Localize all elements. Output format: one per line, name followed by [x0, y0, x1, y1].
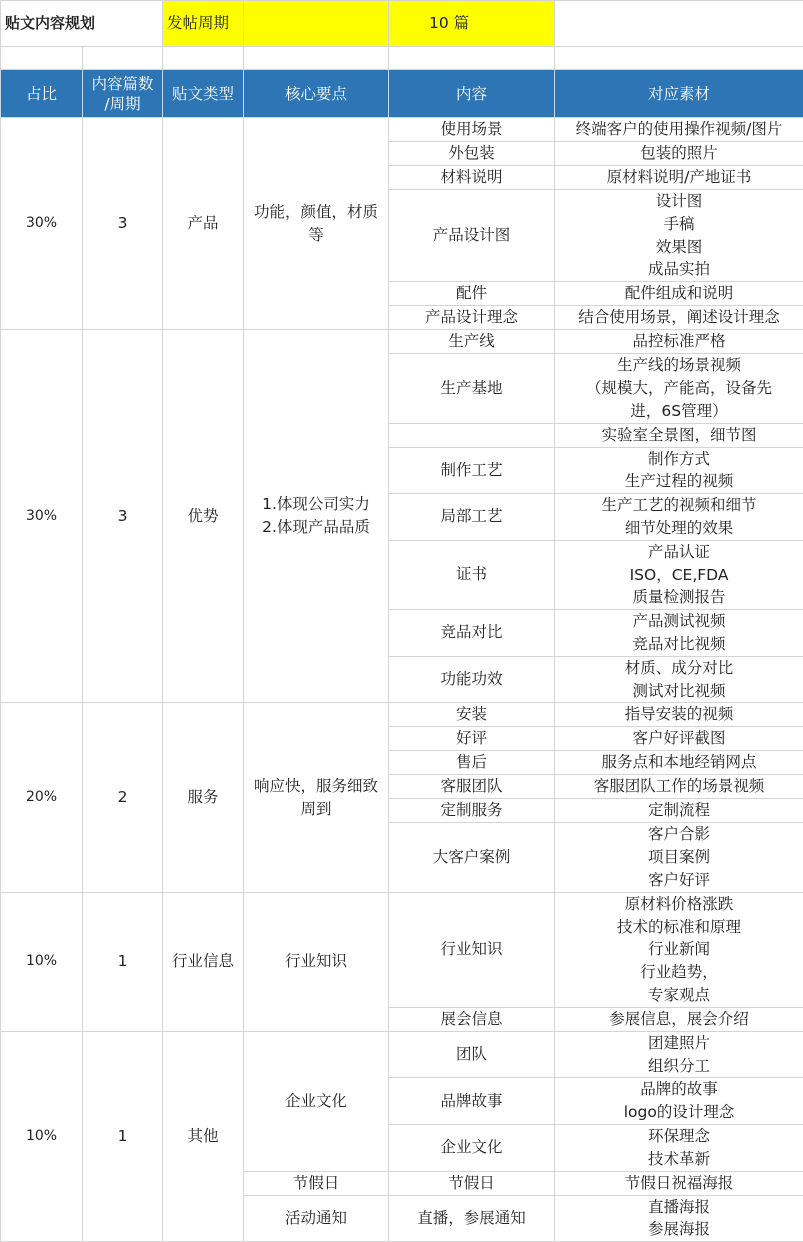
points-line: 2.体现产品品质 [246, 516, 386, 539]
header-row [1, 70, 803, 118]
points-cell[interactable]: 功能，颜值，材质等 [244, 118, 389, 330]
material-cell[interactable]: 客服团队工作的场景视频 [555, 775, 803, 799]
content-cell[interactable]: 功能功效 [389, 656, 555, 703]
material-line: 设计图 [557, 190, 801, 213]
empty-cell[interactable] [555, 47, 803, 70]
ratio-cell[interactable]: 30% [1, 118, 83, 330]
content-cell[interactable]: 证书 [389, 540, 555, 609]
material-cell[interactable] [555, 1078, 803, 1125]
material-cell[interactable] [555, 656, 803, 703]
material-line: 测试对比视频 [557, 680, 801, 703]
material-line: 客户好评 [557, 869, 801, 892]
material-line: 专家观点 [557, 984, 801, 1007]
material-line: 环保理念 [557, 1125, 801, 1148]
count-cell[interactable]: 1 [83, 892, 163, 1031]
header-cell[interactable]: 核心要点 [244, 70, 389, 118]
title-row [1, 1, 803, 47]
points-cell[interactable]: 节假日 [244, 1171, 389, 1195]
count-cell[interactable]: 3 [83, 330, 163, 703]
ratio-cell[interactable]: 10% [1, 1031, 83, 1241]
content-cell[interactable]: 节假日 [389, 1171, 555, 1195]
type-cell[interactable]: 优势 [163, 330, 244, 703]
ratio-cell[interactable]: 20% [1, 703, 83, 892]
material-cell[interactable]: 结合使用场景，阐述设计理念 [555, 306, 803, 330]
material-cell[interactable]: 原材料说明/产地证书 [555, 166, 803, 190]
material-cell[interactable] [555, 190, 803, 282]
material-line: 组织分工 [557, 1055, 801, 1078]
count-cell[interactable]: 2 [83, 703, 163, 892]
material-cell[interactable]: 节假日祝福海报 [555, 1171, 803, 1195]
material-line: 质量检测报告 [557, 586, 801, 609]
material-cell[interactable] [555, 1124, 803, 1171]
type-cell[interactable]: 服务 [163, 703, 244, 892]
material-line: 客户合影 [557, 823, 801, 846]
material-line: 成品实拍 [557, 258, 801, 281]
type-cell[interactable]: 其他 [163, 1031, 244, 1241]
points-line: 1.体现公司实力 [246, 493, 386, 516]
material-cell[interactable] [555, 447, 803, 494]
content-cell[interactable]: 产品设计理念 [389, 306, 555, 330]
table-row [1, 330, 803, 354]
header-cell[interactable]: 占比 [1, 70, 83, 118]
content-cell[interactable]: 品牌故事 [389, 1078, 555, 1125]
material-line: 产品测试视频 [557, 610, 801, 633]
period-label[interactable]: 发帖周期 [163, 1, 244, 47]
blank-row [1, 47, 803, 70]
material-line: 项目案例 [557, 846, 801, 869]
material-line: 生产线的场景视频 [557, 354, 801, 377]
period-count[interactable]: 10 篇 [389, 1, 555, 47]
content-cell[interactable]: 竞品对比 [389, 610, 555, 657]
material-cell[interactable] [555, 1195, 803, 1242]
empty-cell[interactable] [389, 47, 555, 70]
content-cell[interactable]: 团队 [389, 1031, 555, 1078]
period-yellow-spacer[interactable] [244, 1, 389, 47]
material-cell[interactable] [555, 494, 803, 541]
material-line: 细节处理的效果 [557, 517, 801, 540]
material-cell[interactable] [555, 610, 803, 657]
table-row [1, 1031, 803, 1078]
material-line: 团建照片 [557, 1032, 801, 1055]
count-cell[interactable]: 3 [83, 118, 163, 330]
table-row [1, 118, 803, 142]
points-cell[interactable]: 企业文化 [244, 1031, 389, 1171]
type-cell[interactable]: 行业信息 [163, 892, 244, 1031]
header-cell[interactable]: 内容篇数 /周期 [83, 70, 163, 118]
empty-cell[interactable] [1, 47, 83, 70]
material-line: logo的设计理念 [557, 1101, 801, 1124]
content-cell[interactable]: 生产基地 [389, 354, 555, 423]
empty-cell[interactable] [244, 47, 389, 70]
material-cell[interactable] [555, 823, 803, 892]
material-line: （规模大，产能高，设备先 [557, 377, 801, 400]
plan-body [1, 118, 803, 1242]
table-row [1, 703, 803, 727]
material-cell[interactable]: 定制流程 [555, 799, 803, 823]
material-cell[interactable]: 配件组成和说明 [555, 282, 803, 306]
content-cell[interactable]: 定制服务 [389, 799, 555, 823]
type-cell[interactable]: 产品 [163, 118, 244, 330]
material-cell[interactable]: 包装的照片 [555, 142, 803, 166]
material-line: 生产过程的视频 [557, 470, 801, 493]
material-cell[interactable]: 客户好评截图 [555, 727, 803, 751]
content-cell[interactable]: 行业知识 [389, 892, 555, 1007]
header-cell[interactable]: 贴文类型 [163, 70, 244, 118]
content-cell[interactable]: 外包装 [389, 142, 555, 166]
content-cell[interactable]: 使用场景 [389, 118, 555, 142]
content-cell[interactable]: 直播，参展通知 [389, 1195, 555, 1242]
material-cell[interactable]: 实验室全景图，细节图 [555, 423, 803, 447]
material-line: 品牌的故事 [557, 1078, 801, 1101]
ratio-cell[interactable]: 30% [1, 330, 83, 703]
content-cell[interactable] [389, 423, 555, 447]
material-cell[interactable]: 品控标准严格 [555, 330, 803, 354]
table-row [1, 892, 803, 1007]
content-cell[interactable]: 安装 [389, 703, 555, 727]
points-cell[interactable]: 活动通知 [244, 1195, 389, 1242]
ratio-cell[interactable]: 10% [1, 892, 83, 1031]
content-cell[interactable]: 展会信息 [389, 1007, 555, 1031]
content-cell[interactable]: 制作工艺 [389, 447, 555, 494]
material-line: 手稿 [557, 213, 801, 236]
content-cell[interactable]: 材料说明 [389, 166, 555, 190]
material-line: 行业新闻 [557, 938, 801, 961]
header-cell[interactable]: 内容 [389, 70, 555, 118]
content-cell[interactable]: 局部工艺 [389, 494, 555, 541]
material-cell[interactable] [555, 892, 803, 1007]
content-cell[interactable]: 售后 [389, 751, 555, 775]
material-line: 制作方式 [557, 448, 801, 471]
material-cell[interactable]: 指导安装的视频 [555, 703, 803, 727]
material-cell[interactable] [555, 354, 803, 423]
material-cell[interactable] [555, 540, 803, 609]
material-line: 技术的标准和原理 [557, 916, 801, 939]
content-cell[interactable]: 大客户案例 [389, 823, 555, 892]
content-cell[interactable]: 好评 [389, 727, 555, 751]
material-line: 生产工艺的视频和细节 [557, 494, 801, 517]
material-line: ISO，CE,FDA [557, 564, 801, 587]
points-cell[interactable]: 行业知识 [244, 892, 389, 1031]
material-cell[interactable]: 终端客户的使用操作视频/图片 [555, 118, 803, 142]
header-cell[interactable]: 对应素材 [555, 70, 803, 118]
count-cell[interactable]: 1 [83, 1031, 163, 1241]
material-line: 竞品对比视频 [557, 633, 801, 656]
material-line: 行业趋势， [557, 961, 801, 984]
material-cell[interactable]: 参展信息，展会介绍 [555, 1007, 803, 1031]
material-line: 进，6S管理） [557, 400, 801, 423]
material-line: 材质、成分对比 [557, 657, 801, 680]
empty-cell[interactable] [555, 1, 803, 47]
content-cell[interactable]: 配件 [389, 282, 555, 306]
material-line: 原材料价格涨跌 [557, 893, 801, 916]
content-cell[interactable]: 客服团队 [389, 775, 555, 799]
material-cell[interactable] [555, 1031, 803, 1078]
points-cell[interactable]: 响应快，服务细致周到 [244, 703, 389, 892]
content-cell[interactable]: 企业文化 [389, 1124, 555, 1171]
empty-cell[interactable] [163, 47, 244, 70]
points-cell[interactable] [244, 330, 389, 703]
material-line: 产品认证 [557, 541, 801, 564]
sheet-title[interactable]: 贴文内容规划 [1, 1, 163, 47]
content-cell[interactable]: 产品设计图 [389, 190, 555, 282]
material-line: 参展海报 [557, 1218, 801, 1241]
material-cell[interactable]: 服务点和本地经销网点 [555, 751, 803, 775]
material-line: 技术革新 [557, 1148, 801, 1171]
material-line: 效果图 [557, 236, 801, 259]
material-line: 直播海报 [557, 1196, 801, 1219]
empty-cell[interactable] [83, 47, 163, 70]
content-cell[interactable]: 生产线 [389, 330, 555, 354]
